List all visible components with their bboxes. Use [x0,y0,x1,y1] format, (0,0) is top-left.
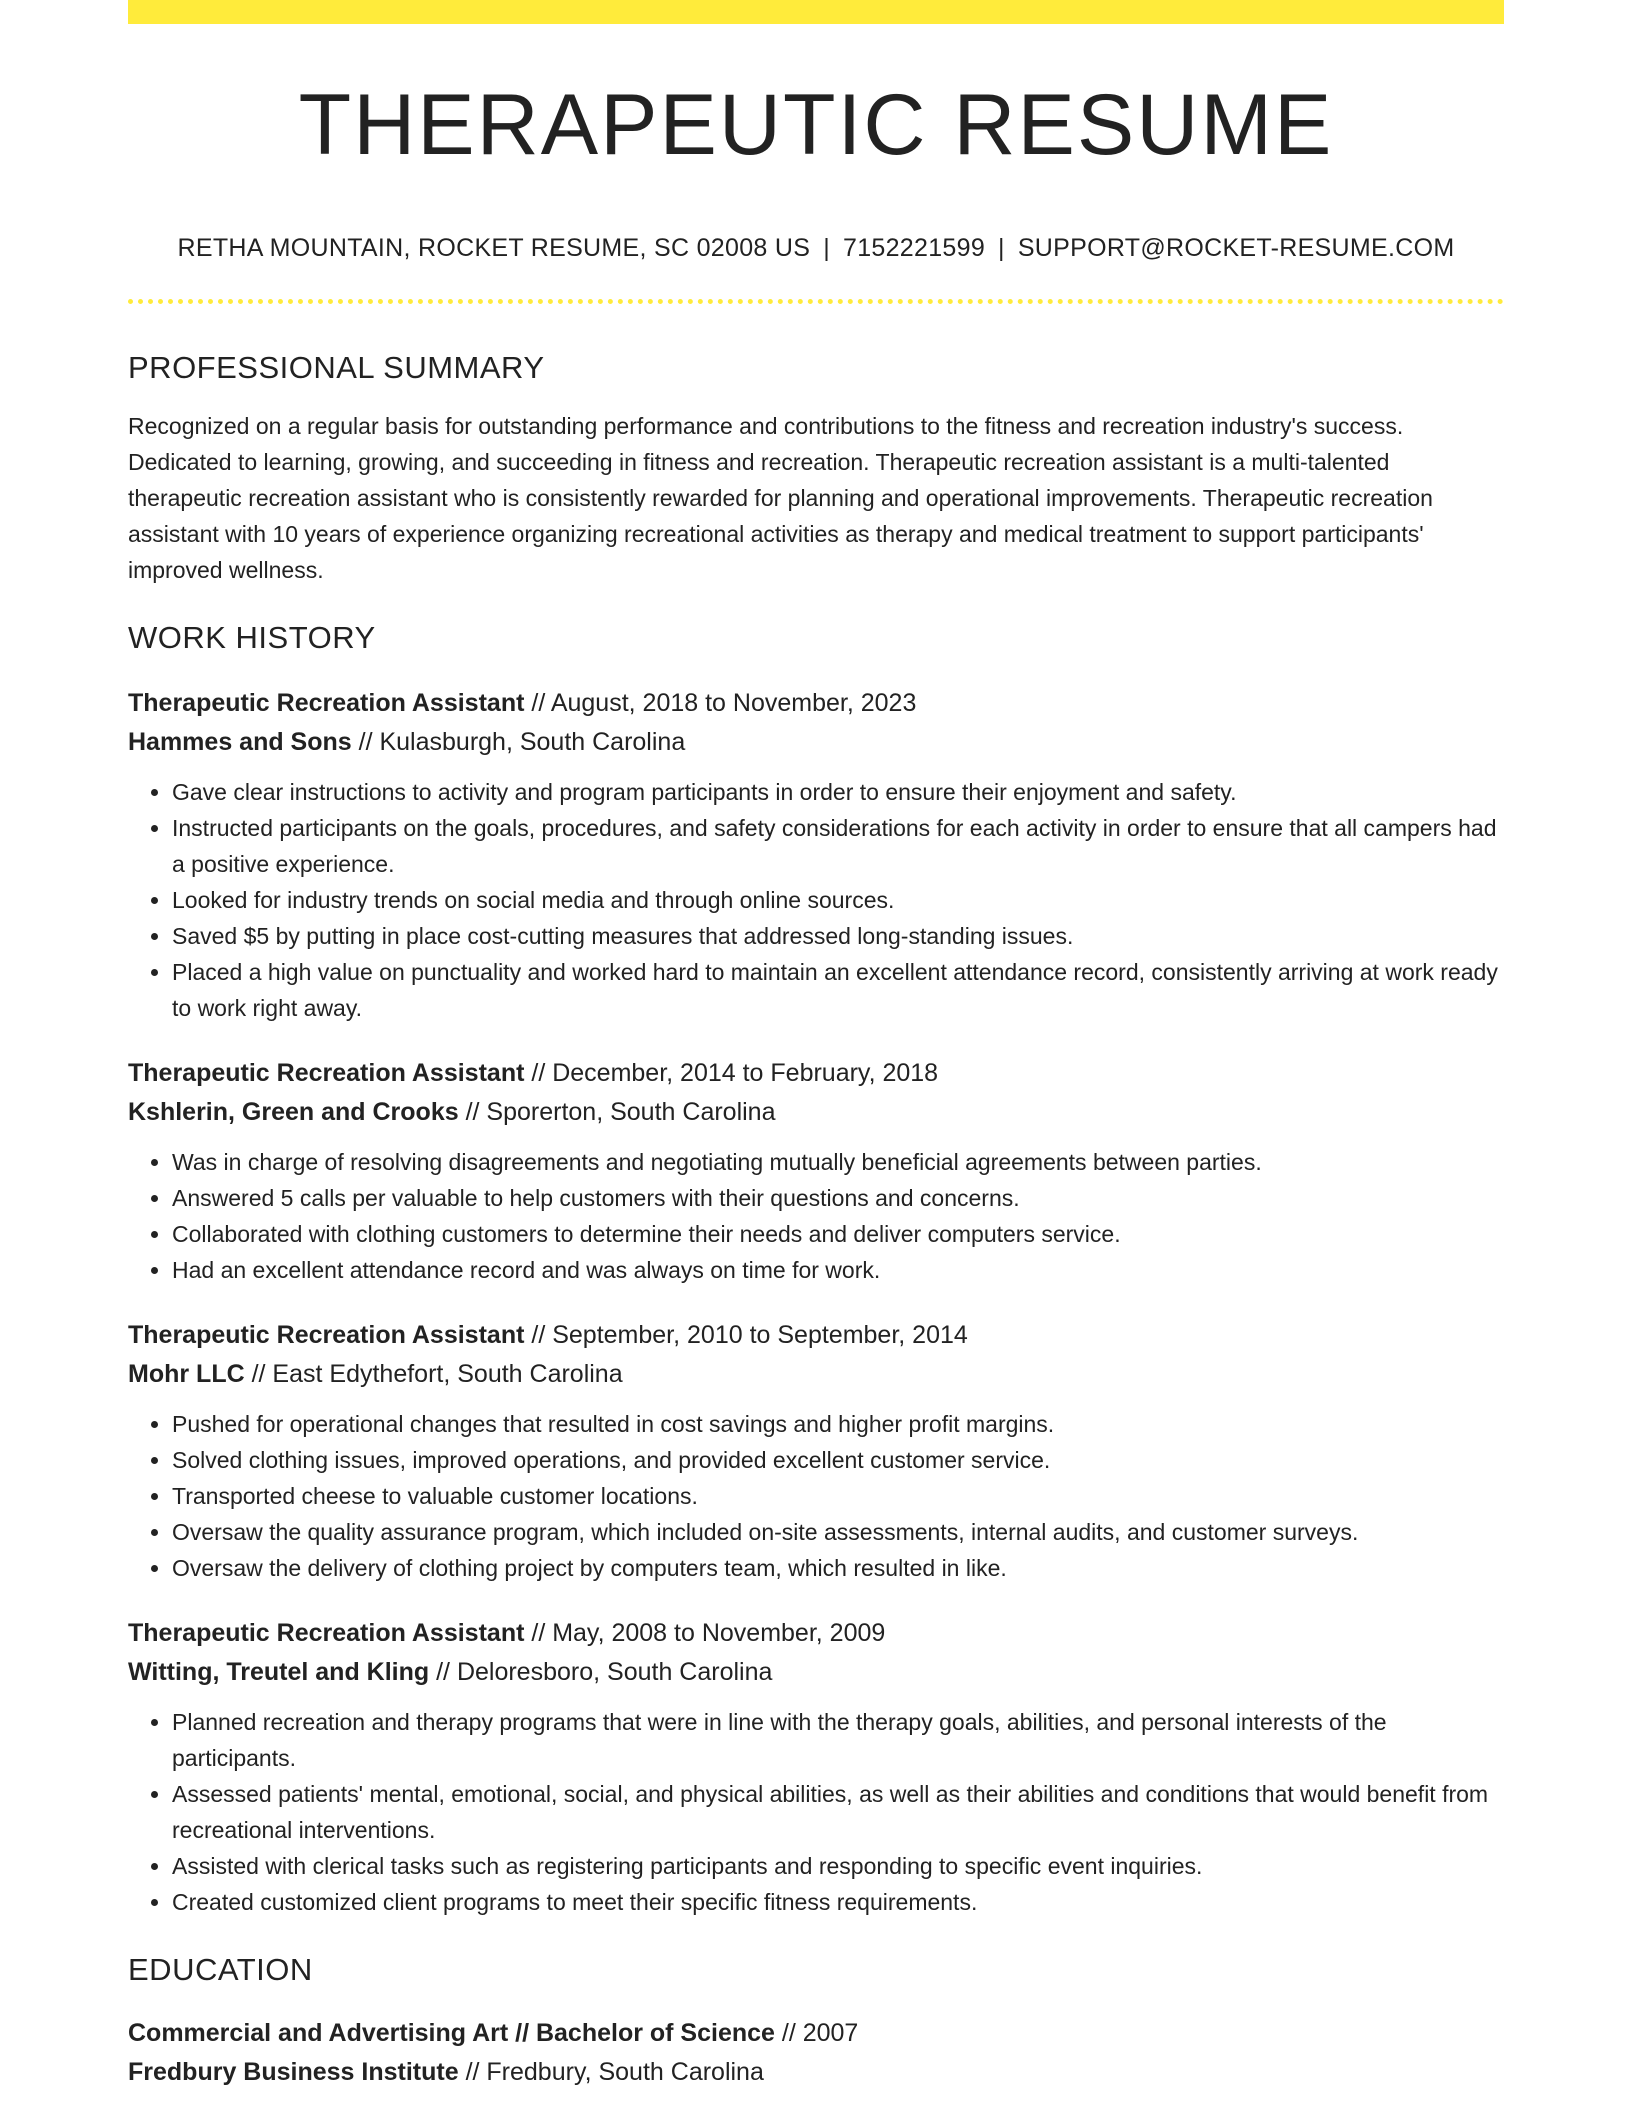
top-accent-bar [128,0,1504,24]
work-history-heading: WORK HISTORY [128,620,376,655]
job-bullet: • Pushed for operational changes that resulted in cost savings and higher profit margins. [172,1406,1504,1442]
job-location: // Kulasburgh, South Carolina [351,728,686,756]
dotted-divider [128,299,1504,304]
job-location: // East Edythefort, South Carolina [244,1360,623,1388]
education-school-line [128,2053,1504,2092]
job-title-line [128,1054,1504,1093]
job-bullet: • Instructed participants on the goals, procedures, and safety considerations for each activity in order to ensure that all campers had a positive experience. [172,810,1504,882]
contact-phone: 7152221599 [842,234,986,262]
job-bullet: • Assisted with clerical tasks such as registering participants and responding to specific event inquiries. [172,1848,1504,1884]
job-entry [128,1614,1504,1920]
job-title-line [128,684,1504,723]
job-location: // Deloresboro, South Carolina [429,1658,773,1686]
job-title: Therapeutic Recreation Assistant [128,689,525,717]
job-title: Therapeutic Recreation Assistant [128,1059,525,1087]
job-entry [128,684,1504,1026]
job-bullet: • Placed a high value on punctuality and worked hard to maintain an excellent attendance record, consistently arriving at work ready to work right away. [172,954,1504,1026]
job-bullet: • Planned recreation and therapy programs that were in line with the therapy goals, abilities, and personal interests of the participants. [172,1704,1504,1776]
job-bullet: • Oversaw the delivery of clothing project by computers team, which resulted in like. [172,1550,1504,1586]
job-title: Therapeutic Recreation Assistant [128,1321,525,1349]
contact-separator: | [998,234,1005,262]
job-entry [128,1316,1504,1586]
contact-email: SUPPORT@ROCKET-RESUME.COM [1017,234,1455,262]
contact-line [128,234,1504,263]
job-title-line [128,1316,1504,1355]
job-bullet: • Looked for industry trends on social media and through online sources. [172,882,1504,918]
education-location: // Fredbury, South Carolina [458,2058,764,2086]
contact-address: RETHA MOUNTAIN, ROCKET RESUME, SC 02008 US [177,234,811,262]
job-company: Mohr LLC [128,1360,245,1388]
education-degree: Commercial and Advertising Art // Bachelor of Science [128,2019,775,2047]
work-history-list [128,684,1504,1920]
job-bullet: • Created customized client programs to meet their specific fitness requirements. [172,1884,1504,1920]
education-degree-line [128,2014,1504,2053]
job-entry [128,1054,1504,1288]
job-title: Therapeutic Recreation Assistant [128,1619,525,1647]
job-title-line [128,1614,1504,1653]
job-bullet-list [128,1704,1504,1920]
job-bullet: • Had an excellent attendance record and was always on time for work. [172,1252,1504,1288]
job-company-line [128,1093,1504,1132]
job-bullet-list [128,1406,1504,1586]
job-company-line [128,723,1504,762]
education-year: // 2007 [774,2019,859,2047]
education-heading: EDUCATION [128,1952,313,1987]
job-bullet: • Assessed patients' mental, emotional, social, and physical abilities, as well as their abilities and conditions that would benefit from recreational interventions. [172,1776,1504,1848]
job-dates: // August, 2018 to November, 2023 [524,689,917,717]
job-bullet: • Gave clear instructions to activity and program participants in order to ensure their enjoyment and safety. [172,774,1504,810]
education-entry [128,2014,1504,2092]
job-bullet: • Oversaw the quality assurance program, which included on-site assessments, internal audits, and customer surveys. [172,1514,1504,1550]
job-bullet: • Solved clothing issues, improved operations, and provided excellent customer service. [172,1442,1504,1478]
job-company: Kshlerin, Green and Crooks [128,1098,459,1126]
education-school: Fredbury Business Institute [128,2058,459,2086]
job-dates: // May, 2008 to November, 2009 [524,1619,886,1647]
job-bullet: • Transported cheese to valuable customer locations. [172,1478,1504,1514]
job-company: Hammes and Sons [128,728,352,756]
contact-separator: | [823,234,830,262]
resume-page [128,0,1504,2092]
job-bullet-list [128,1144,1504,1288]
job-bullet: • Was in charge of resolving disagreements and negotiating mutually beneficial agreements between parties. [172,1144,1504,1180]
job-bullet: • Answered 5 calls per valuable to help customers with their questions and concerns. [172,1180,1504,1216]
job-dates: // December, 2014 to February, 2018 [524,1059,939,1087]
job-bullet: • Saved $5 by putting in place cost-cutting measures that addressed long-standing issues. [172,918,1504,954]
job-location: // Sporerton, South Carolina [458,1098,776,1126]
job-company-line [128,1653,1504,1692]
resume-title: THERAPEUTIC RESUME [298,77,1334,173]
job-bullet-list [128,774,1504,1026]
job-company: Witting, Treutel and Kling [128,1658,430,1686]
summary-heading: PROFESSIONAL SUMMARY [128,350,545,385]
job-company-line [128,1355,1504,1394]
job-bullet: • Collaborated with clothing customers to determine their needs and deliver computers service. [172,1216,1504,1252]
job-dates: // September, 2010 to September, 2014 [524,1321,968,1349]
summary-text: Recognized on a regular basis for outstanding performance and contributions to the fitness and recreation industry's success. Dedicated to learning, growing, and succeeding in fitness and recreation. Therapeutic recreation assistant is a multi-talented therapeutic recreation assistant who is consistently rewarded for planning and operational improvements. Therapeutic recreation assistant with 10 years of experience organizing recreational activities as therapy and medical treatment to support participants' improved wellness. [128,413,1433,583]
